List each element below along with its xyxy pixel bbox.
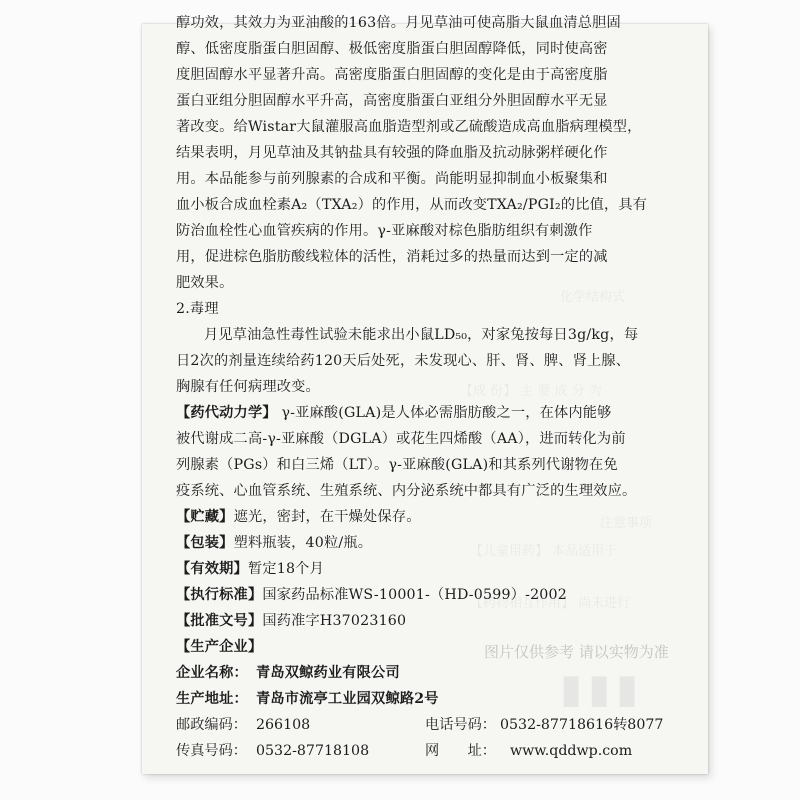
- body-line-11: 肥效果。: [176, 275, 234, 291]
- phone-value: 0532-87718616转8077: [500, 717, 664, 733]
- toxicology-heading: 2.毒理: [176, 301, 219, 317]
- pharmacokinetics-line-3: 列腺素（PGs）和白三烯（LT）。γ-亚麻酸(GLA)和其系列代谢物在免: [176, 457, 618, 473]
- validity-label: 【有效期】: [176, 561, 248, 577]
- toxicology-line-2: 日2次的剂量连续给药120天后处死，未发现心、肝、肾、脾、肾上腺、: [176, 353, 631, 369]
- toxicology-line-3: 胸腺有任何病理改变。: [176, 379, 320, 395]
- shop-watermark-logo: ▮▮▮: [560, 666, 645, 712]
- validity-value: 暂定18个月: [247, 561, 324, 577]
- storage-value: 遮光，密封，在干燥处保存。: [233, 509, 421, 525]
- packaging-field: [176, 530, 696, 556]
- company-address-value: 青岛市流亭工业园双鲸路2号: [255, 691, 439, 707]
- body-line-7: 用。本品能参与前列腺素的合成和平衡。尚能明显抑制血小板聚集和: [176, 171, 608, 187]
- company-address-label: 生产地址：: [176, 691, 248, 707]
- approval-label: 【批准文号】: [176, 613, 263, 629]
- approval-field: [176, 608, 696, 634]
- pharmacokinetics-section: [176, 400, 696, 426]
- body-line-9: 防治血栓性心血管疾病的作用。γ-亚麻酸对棕色脂肪组织有刺激作: [176, 223, 593, 239]
- validity-field: [176, 556, 696, 582]
- body-line-5: 著改变。给Wistar大鼠灌服高血脂造型剂或乙硫酸造成高血脂病理模型，: [176, 119, 642, 135]
- reference-watermark: 图片仅供参考 请以实物为准: [484, 643, 669, 661]
- website-value: www.qddwp.com: [510, 743, 633, 759]
- standard-field: [176, 582, 696, 608]
- body-line-6: 结果表明，月见草油及其钠盐具有较强的降血脂及抗动脉粥样硬化作: [176, 145, 608, 161]
- company-name-label: 企业名称：: [176, 665, 248, 681]
- fax-label: 传真号码：: [176, 743, 247, 759]
- body-line-4: 蛋白亚组分胆固醇水平升高，高密度脂蛋白亚组分外胆固醇水平无显: [176, 93, 608, 109]
- body-line-10: 用，促进棕色脂肪酸线粒体的活性，消耗过多的热量而达到一定的减: [176, 249, 608, 265]
- fax-value: 0532-87718108: [256, 743, 370, 759]
- toxicology-line-1: 月见草油急性毒性试验未能求出小鼠LD₅₀，对家兔按每日3g/kg，每: [204, 327, 639, 343]
- packaging-value: 塑料瓶装，40粒/瓶。: [233, 535, 373, 551]
- company-name-value: 青岛双鲸药业有限公司: [255, 665, 400, 681]
- body-line-3: 度胆固醇水平显著升高。高密度脂蛋白胆固醇的变化是由于高密度脂: [176, 67, 608, 83]
- phone-label: 电话号码：: [425, 717, 496, 733]
- body-line-1: 醇功效，其效力为亚油酸的163倍。月见草油可使高脂大鼠血清总胆固: [176, 15, 621, 31]
- body-line-8: 血小板合成血栓素A₂（TXA₂）的作用，从而改变TXA₂/PGI₂的比值，具有: [176, 197, 648, 213]
- body-line-2: 醇、低密度脂蛋白胆固醇、极低密度脂蛋白胆固醇降低，同时使高密: [176, 41, 608, 57]
- postcode-value: 266108: [256, 717, 311, 733]
- storage-field: [176, 504, 696, 530]
- pharmacokinetics-line-1: γ-亚麻酸(GLA)是人体必需脂肪酸之一，在体内能够: [281, 405, 612, 421]
- pharmacokinetics-label: 【药代动力学】: [176, 405, 277, 421]
- pharmacokinetics-line-4: 疫系统、心血管系统、生殖系统、内分泌系统中都具有广泛的生理效应。: [176, 483, 637, 499]
- pharmacokinetics-line-2: 被代谢成二高-γ-亚麻酸（DGLA）或花生四烯酸（AA），进而转化为前: [176, 431, 626, 447]
- standard-value: 国家药品标准WS-10001-（HD-0599）-2002: [262, 587, 567, 603]
- website-label: 网 址：: [425, 743, 496, 759]
- approval-value: 国药准字H37023160: [262, 613, 407, 629]
- manufacturer-label: 【生产企业】: [176, 639, 263, 655]
- postcode-label: 邮政编码：: [176, 717, 247, 733]
- storage-label: 【贮藏】: [176, 509, 234, 525]
- standard-label: 【执行标准】: [176, 587, 263, 603]
- packaging-label: 【包装】: [176, 535, 234, 551]
